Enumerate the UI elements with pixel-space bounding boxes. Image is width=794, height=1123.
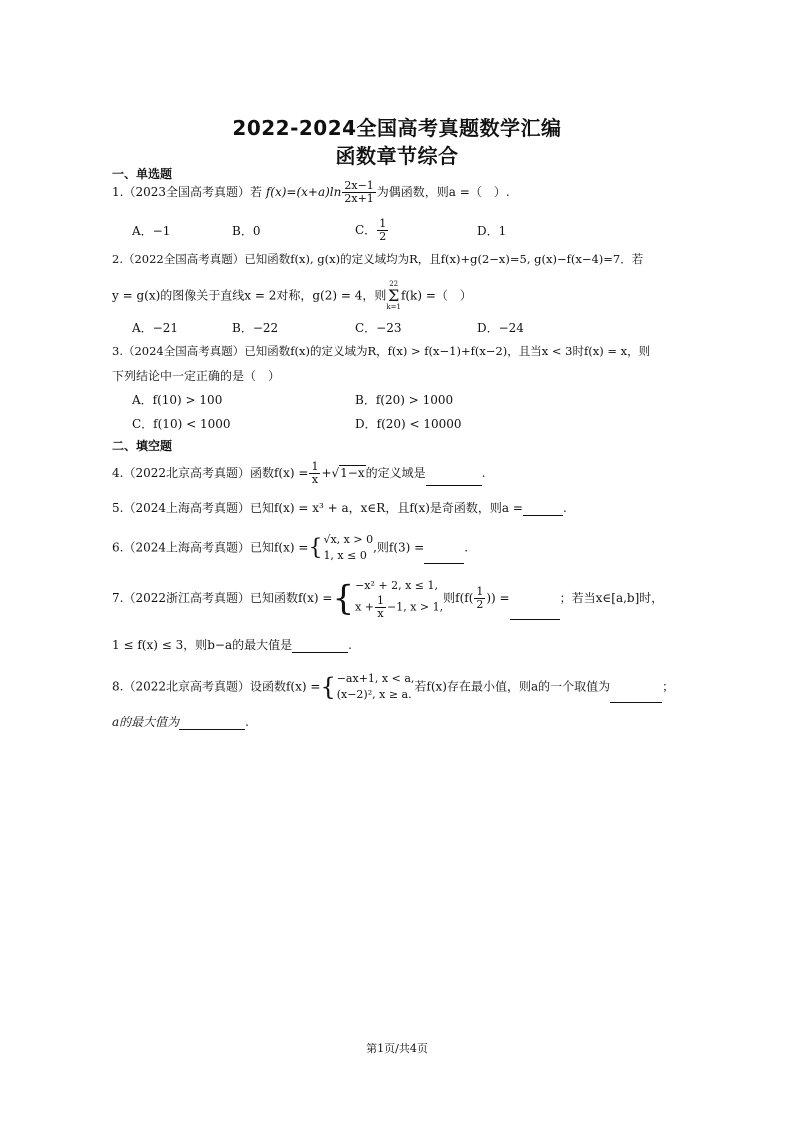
q1-optc-den: 2 <box>379 230 387 243</box>
question-8-line-2: a的最大值为 . <box>112 715 249 729</box>
q1-option-d: D．1 <box>477 224 507 238</box>
question-2-line-1: 2.（2022全国高考真题）已知函数f(x), g(x)的定义域均为R，且f(x)+g(2−x)=5, g(x)−f(x−4)=7．若 <box>112 252 644 266</box>
q7-case2-num: 1 <box>377 594 384 607</box>
q7-case2-den: x <box>377 607 384 620</box>
q7-mid-fraction <box>474 586 485 611</box>
q7-mid-end: )) = <box>486 591 510 605</box>
q4-frac-num: 1 <box>311 460 319 473</box>
q1-frac-den: 2x+1 <box>344 192 374 205</box>
q4-frac-den: x <box>311 473 319 486</box>
question-8-line-1: 8.（2022北京高考真题）设函数f(x) ={ −ax+1, x < a, (x−2)², x ≥ a. 若f(x)存在最小值，则a的一个取值为 ； <box>112 672 675 701</box>
q2-sum-bottom: k=1 <box>386 303 401 311</box>
q8-piecewise <box>336 671 415 703</box>
q5-text: 5.（2024上海高考真题）已知f(x) = x³ + a，x∈R，且f(x)是奇函数，则a = <box>112 501 523 515</box>
q6-piecewise <box>322 532 373 564</box>
q7-answer-blank-2[interactable] <box>292 638 348 653</box>
q2-option-d: D．−24 <box>477 321 524 335</box>
q1-frac-num: 2x−1 <box>344 179 374 192</box>
q2-summation: 22 Σ k=1 <box>386 280 401 311</box>
q1-optc-num: 1 <box>379 217 387 230</box>
q4-fraction <box>309 461 320 486</box>
q1-suffix: 为偶函数，则a =（ ）. <box>376 185 510 199</box>
q6-answer-blank[interactable] <box>424 549 464 564</box>
q4-answer-blank[interactable] <box>426 471 482 486</box>
q7-piecewise <box>354 577 443 620</box>
question-1 <box>112 180 510 205</box>
question-4: 4.（2022北京高考真题）函数f(x) = $\frac{1}{x}$ +√1−x的定义域是 . <box>112 460 486 486</box>
q1-option-b: B．0 <box>232 224 261 238</box>
q8-answer-blank-1[interactable] <box>610 688 662 703</box>
q5-answer-blank[interactable] <box>523 501 563 516</box>
q2-line2b: f(k) =（ ） <box>400 288 472 303</box>
q6-case1b: , x > 0 <box>336 533 374 546</box>
q7-answer-blank-1[interactable] <box>510 605 560 620</box>
q8-mid: 若f(x)存在最小值，则a的一个取值为 <box>414 679 611 694</box>
q7-tail: ；若当x∈[a,b]时， <box>559 591 664 605</box>
q1-fraction <box>342 180 375 205</box>
q1-prefix: 1.（2023全国高考真题）若 <box>112 185 262 199</box>
question-7-line-2: 1 ≤ f(x) ≤ 3，则b−a的最大值是 . <box>112 638 352 652</box>
q4-plus: + <box>321 466 332 480</box>
page-footer: 第1页/共4页 <box>366 1042 428 1055</box>
doc-title: 2022-2024全国高考真题数学汇编 <box>232 116 562 140</box>
q8-case2: (x−2)², x ≥ a. <box>336 688 412 701</box>
q7-case2-fraction <box>375 595 386 620</box>
section-single-choice: 一、单选题 <box>112 167 173 181</box>
question-7-line-1: 7.（2022浙江高考真题）已知函数f(x) ={ −x² + 2, x ≤ 1, x + $\frac{1}{x}$ −1, x > 1, 则f(f( $\frac{1}{2}$ )) = ；若当x∈[a,b]时， <box>112 578 664 620</box>
q1-option-a: A．−1 <box>132 224 171 238</box>
q6-prefix: 6.（2024上海高考真题）已知f(x) = <box>112 540 309 555</box>
q1-option-c <box>355 218 389 243</box>
q4-prefix: 4.（2022北京高考真题）函数f(x) = <box>112 466 309 480</box>
q6-case1a: √x <box>323 533 337 546</box>
q1-expr: f(x)=(x+a)ln <box>265 185 342 199</box>
q3-option-a: A．f(10) > 100 <box>132 393 223 407</box>
question-6: 6.（2024上海高考真题）已知f(x) ={ √x, x > 0 1, x ≤ 0 ,则f(3) = . <box>112 533 469 562</box>
q2-option-b: B．−22 <box>232 321 279 335</box>
q3-option-c: C．f(10) < 1000 <box>132 417 231 431</box>
q2-line2a: y = g(x)的图像关于直线x = 2对称，g(2) = 4，则 <box>112 288 387 303</box>
q4-suffix: 的定义域是 <box>365 466 426 480</box>
q6-case2: 1, x ≤ 0 <box>323 549 367 562</box>
question-3-line-2: 下列结论中一定正确的是（ ） <box>112 369 281 383</box>
q3-option-b: B．f(20) > 1000 <box>355 393 454 407</box>
q7-mid: 则f(f( <box>443 591 474 605</box>
q6-suffix: ,则f(3) = <box>373 540 425 555</box>
q7-mid-num: 1 <box>476 585 484 598</box>
q2-option-c: C．−23 <box>355 321 402 335</box>
q4-sqrt: 1−x <box>340 466 365 480</box>
q8-case1: −ax+1, x < a, <box>336 672 415 685</box>
q8-line2: a的最大值为 <box>112 715 180 729</box>
section-fill-in: 二、填空题 <box>112 439 173 453</box>
q7-case1: −x² + 2, x ≤ 1, <box>355 579 439 592</box>
question-3-line-1: 3.（2024全国高考真题）已知函数f(x)的定义域为R，f(x) > f(x−1)+f(x−2)，且当x < 3时f(x) = x，则 <box>112 344 651 358</box>
question-2-line-2 <box>112 280 472 312</box>
question-5: 5.（2024上海高考真题）已知f(x) = x³ + a，x∈R，且f(x)是奇函数，则a = . <box>112 501 567 515</box>
q8-answer-blank-2[interactable] <box>179 715 245 730</box>
q3-option-d: D．f(20) < 10000 <box>355 417 462 431</box>
q7-prefix: 7.（2022浙江高考真题）已知函数f(x) = <box>112 591 333 605</box>
q1-option-c-fraction <box>377 218 388 243</box>
q1-option-c-label: C． <box>355 223 377 237</box>
q7-case2a: x + <box>355 600 374 614</box>
q2-sum-top: 22 <box>389 280 399 288</box>
q2-option-a: A．−21 <box>132 321 178 335</box>
q8-prefix: 8.（2022北京高考真题）设函数f(x) = <box>112 679 321 694</box>
doc-subtitle: 函数章节综合 <box>335 144 459 168</box>
q7-line2: 1 ≤ f(x) ≤ 3，则b−a的最大值是 <box>112 638 293 652</box>
q7-case2b: −1, x > 1, <box>387 600 444 614</box>
q7-mid-den: 2 <box>476 598 484 611</box>
